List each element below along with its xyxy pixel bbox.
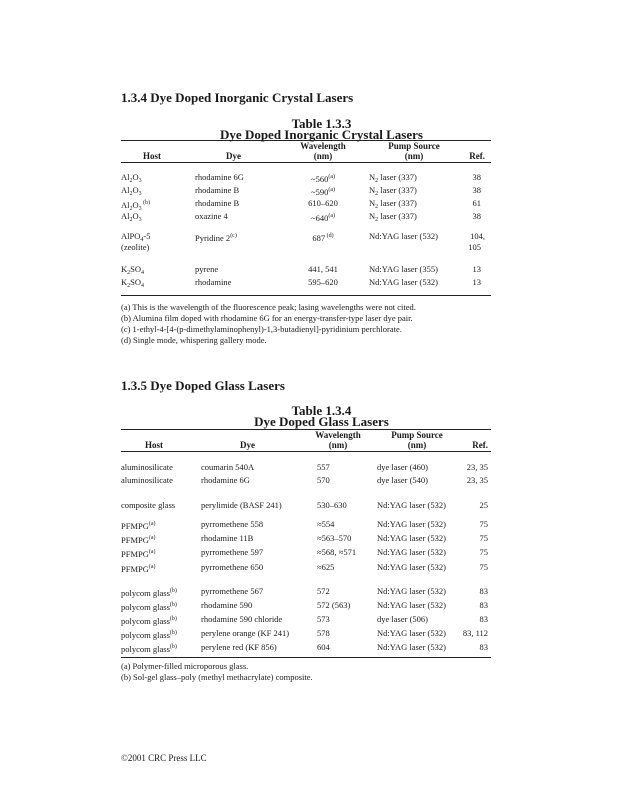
host-cell (121, 586, 177, 599)
footnote-a: (a) This is the wavelength of the fluorescence peak; lasing wavelengths were not cited. (121, 302, 416, 312)
host-cell (121, 642, 177, 655)
host-subscript: 2 (129, 217, 133, 223)
host-cell: AlPO (121, 231, 141, 241)
footnote-a: (a) Polymer-filled microporous glass. (121, 661, 249, 671)
wavelength-cell: 578 (317, 628, 330, 638)
pump-cell (369, 185, 417, 196)
section-heading-1-3-4: 1.3.4 Dye Doped Inorganic Crystal Lasers (121, 90, 354, 105)
header-ref: Ref. (472, 440, 488, 450)
dye-cell: pyrromethene 567 (201, 586, 264, 596)
pump-cell: Nd:YAG laser (532) (377, 586, 446, 596)
pump-part: laser (337) (378, 185, 417, 195)
wavelength-value: 610–620 (308, 198, 338, 208)
host-cell (121, 533, 156, 546)
pump-cell: dye laser (460) (377, 462, 428, 472)
dye-cell (195, 231, 237, 244)
dye-cell: rhodamine (195, 277, 232, 287)
host-subscript: 3 (138, 178, 142, 184)
footnote-d: (d) Single mode, whispering gallery mode. (121, 335, 267, 345)
host-subscript: 4 (141, 283, 145, 289)
copyright-footer: ©2001 CRC Press LLC (121, 753, 207, 763)
host-note: (b) (169, 588, 177, 594)
pump-cell: Nd:YAG laser (532) (377, 519, 446, 529)
host-note: (b) (169, 602, 177, 608)
pump-cell (369, 172, 417, 183)
host-subscript: 4 (140, 237, 144, 243)
host-cell: Al (121, 172, 130, 182)
wavelength-cell: ≈625 (317, 562, 335, 572)
table-row (121, 231, 150, 242)
footnote-c: (c) 1-ethyl-4-[4-(p-dimethylaminophenyl)-1,3-butadienyl]-pyridinium perchlorate. (121, 324, 402, 334)
host-note: (b) (169, 616, 177, 622)
host-cell: K (121, 277, 128, 287)
wavelength-cell: 441, 541 (308, 264, 338, 274)
pump-part: laser (337) (378, 198, 417, 208)
host-cell: aluminosilicate (121, 462, 173, 472)
pump-subscript: 2 (375, 191, 379, 197)
pump-cell: Nd:YAG laser (532) (369, 277, 438, 287)
ref-cell: 25 (479, 500, 488, 510)
header-host: Host (145, 440, 163, 450)
wavelength-cell (283, 185, 363, 198)
host-note: (b) (169, 644, 177, 650)
host-cell-line2: (zeolite) (121, 242, 150, 252)
table-number-1-3-3: Table 1.3.3 (291, 116, 352, 131)
wavelength-note: (d) (325, 233, 334, 239)
host-note: (a) (148, 521, 156, 527)
pump-cell: Nd:YAG laser (532) (377, 642, 446, 652)
dye-cell: rhodamine 590 (201, 600, 253, 610)
dye-note: (c) (230, 233, 237, 239)
pump-cell: Nd:YAG laser (532) (377, 600, 446, 610)
header-pump-source-unit: (nm) (407, 440, 427, 450)
wavelength-note: (a) (328, 174, 336, 180)
host-cell-part: SO (130, 264, 142, 274)
wavelength-value: ~640 (310, 212, 329, 223)
wavelength-cell (283, 172, 363, 185)
table-title-1-3-4: Dye Doped Glass Lasers (254, 414, 389, 429)
pump-part: N (369, 211, 376, 221)
ref-cell: 83 (479, 586, 488, 596)
host-subscript: 3 (138, 205, 142, 212)
pump-part: N (369, 185, 376, 195)
pump-cell: Nd:YAG laser (355) (369, 264, 438, 274)
ref-cell: 61 (472, 198, 481, 208)
dye-cell: rhodamine 6G (201, 475, 250, 485)
host-cell (121, 547, 156, 560)
pump-cell: Nd:YAG laser (532) (369, 231, 438, 241)
host-value: polycom glass (121, 601, 170, 612)
host-cell: composite glass (121, 500, 176, 510)
host-subscript: 2 (127, 270, 131, 276)
dye-cell: rhodamine 6G (195, 172, 244, 182)
ref-cell: 23, 35 (466, 475, 488, 485)
ref-cell: 75 (479, 562, 488, 572)
dye-cell: pyrromethene 597 (201, 547, 264, 557)
host-note: (b) (141, 200, 151, 206)
dye-cell: rhodamine B (195, 198, 240, 208)
host-value: PFMPG (121, 520, 149, 531)
host-cell: Al (121, 211, 130, 221)
dye-cell: rhodamine 590 chloride (201, 614, 283, 624)
dye-value: Pyridine 2 (195, 232, 231, 243)
host-subscript: 2 (129, 178, 133, 184)
table-row (121, 198, 150, 211)
ref-cell: 13 (472, 277, 481, 287)
wavelength-cell: ≈563–570 (317, 533, 352, 543)
host-cell-part: O (132, 185, 139, 195)
ref-cell: 75 (479, 547, 488, 557)
wavelength-cell: 570 (317, 475, 330, 485)
header-dye: Dye (240, 440, 255, 450)
pump-cell: Nd:YAG laser (532) (377, 547, 446, 557)
host-value: PFMPG (121, 563, 149, 574)
host-cell: Al (121, 199, 130, 210)
wavelength-note: (a) (328, 213, 336, 219)
header-host: Host (143, 151, 161, 161)
host-value: PFMPG (121, 534, 149, 545)
dye-cell: perylene red (KF 856) (201, 642, 277, 652)
ref-cell: 75 (479, 519, 488, 529)
pump-part: laser (337) (378, 211, 417, 221)
table-row (121, 185, 142, 196)
ref-cell: 38 (472, 211, 481, 221)
pump-cell (369, 211, 417, 222)
host-value: polycom glass (121, 643, 170, 654)
pump-cell: dye laser (540) (377, 475, 428, 485)
host-subscript: 2 (129, 205, 133, 212)
header-dye: Dye (226, 151, 241, 161)
ref-cell: 38 (472, 172, 481, 182)
host-cell (121, 562, 156, 575)
table-row (121, 264, 144, 275)
host-cell (121, 628, 177, 641)
pump-part: laser (337) (378, 172, 417, 182)
table-number-1-3-4: Table 1.3.4 (291, 403, 352, 418)
header-pump-source: Pump Source (388, 141, 440, 151)
wavelength-value: ~590 (310, 186, 329, 197)
header-ref: Ref. (469, 151, 485, 161)
host-subscript: 3 (138, 217, 142, 223)
section-heading-1-3-5: 1.3.5 Dye Doped Glass Lasers (121, 378, 285, 393)
footnote-b: (b) Alumina film doped with rhodamine 6G for an energy-transfer-type laser dye pair. (121, 313, 413, 323)
host-subscript: 4 (141, 270, 145, 276)
wavelength-cell: ≈554 (317, 519, 335, 529)
host-note: (a) (148, 535, 156, 541)
dye-cell: rhodamine B (195, 185, 240, 195)
pump-subscript: 2 (375, 178, 379, 184)
wavelength-cell (283, 231, 363, 244)
host-note: (a) (148, 549, 156, 555)
pump-subscript: 2 (375, 217, 379, 223)
host-cell (121, 519, 156, 532)
host-cell: Al (121, 185, 130, 195)
table-row (121, 211, 142, 222)
table-header-rule (121, 162, 491, 163)
table-bottom-rule (121, 657, 491, 658)
pump-cell (369, 198, 417, 209)
wavelength-cell: 573 (317, 614, 330, 624)
ref-cell: 83 (479, 642, 488, 652)
host-value: polycom glass (121, 629, 170, 640)
ref-cell: 83 (479, 600, 488, 610)
host-cell-part: O (132, 199, 139, 210)
dye-cell: perylene orange (KF 241) (201, 628, 290, 638)
pump-cell: dye laser (506) (377, 614, 428, 624)
host-cell-part: O (132, 211, 139, 221)
footnote-b: (b) Sol-gel glass–poly (methyl methacrylate) composite. (121, 672, 313, 682)
ref-cell: 38 (472, 185, 481, 195)
wavelength-cell (283, 198, 363, 209)
ref-cell: 75 (479, 533, 488, 543)
dye-cell: oxazine 4 (195, 211, 228, 221)
host-cell-part: -5 (143, 231, 151, 241)
table-row (121, 277, 144, 288)
host-note: (a) (148, 564, 156, 570)
host-subscript: 3 (138, 191, 142, 197)
ref-cell: 83 (479, 614, 488, 624)
host-subscript: 2 (129, 191, 133, 197)
wavelength-cell: 572 (563) (317, 600, 351, 610)
ref-cell: 104, (470, 231, 485, 241)
wavelength-value: 687 (312, 232, 326, 243)
host-note: (b) (169, 630, 177, 636)
pump-cell: Nd:YAG laser (532) (377, 562, 446, 572)
wavelength-cell (283, 211, 363, 224)
wavelength-value: ~560 (310, 173, 329, 184)
host-cell (121, 600, 177, 613)
header-wavelength-unit: (nm) (328, 440, 348, 450)
pump-cell: Nd:YAG laser (532) (377, 533, 446, 543)
table-title-1-3-3: Dye Doped Inorganic Crystal Lasers (220, 127, 423, 142)
host-value: polycom glass (121, 587, 170, 598)
header-wavelength: Wavelength (300, 141, 346, 151)
pump-cell: Nd:YAG laser (532) (377, 500, 446, 510)
table-row (121, 172, 142, 183)
pump-cell: Nd:YAG laser (532) (377, 628, 446, 638)
host-cell: aluminosilicate (121, 475, 173, 485)
wavelength-cell: 557 (317, 462, 330, 472)
header-wavelength-unit: (nm) (313, 151, 333, 161)
pump-part: N (369, 198, 376, 208)
dye-cell: pyrromethene 650 (201, 562, 264, 572)
table-header-rule (121, 451, 491, 452)
wavelength-cell: 530–630 (317, 500, 347, 510)
ref-cell: 83, 112 (462, 628, 488, 638)
header-pump-source: Pump Source (391, 430, 443, 440)
header-wavelength: Wavelength (315, 430, 361, 440)
host-cell-part: O (132, 172, 139, 182)
host-value: PFMPG (121, 548, 149, 559)
wavelength-note: (a) (328, 187, 336, 193)
wavelength-cell: 595–620 (308, 277, 338, 287)
dye-cell: rhodamine 11B (201, 533, 254, 543)
host-value: polycom glass (121, 615, 170, 626)
host-cell: K (121, 264, 128, 274)
dye-cell: pyrene (195, 264, 219, 274)
pump-subscript: 2 (375, 204, 379, 210)
ref-cell-line2: 105 (468, 242, 481, 252)
host-cell (121, 614, 177, 627)
header-pump-source-unit: (nm) (404, 151, 424, 161)
pump-part: N (369, 172, 376, 182)
host-cell-part: SO (130, 277, 142, 287)
ref-cell: 13 (472, 264, 481, 274)
host-subscript: 2 (127, 283, 131, 289)
dye-cell: perylimide (BASF 241) (201, 500, 282, 510)
wavelength-cell: 604 (317, 642, 330, 652)
dye-cell: pyrromethene 558 (201, 519, 264, 529)
table-bottom-rule (121, 295, 491, 296)
dye-cell: coumarin 540A (201, 462, 255, 472)
ref-cell: 23, 35 (466, 462, 488, 472)
wavelength-cell: ≈568, ≈571 (317, 547, 357, 557)
wavelength-cell: 572 (317, 586, 330, 596)
